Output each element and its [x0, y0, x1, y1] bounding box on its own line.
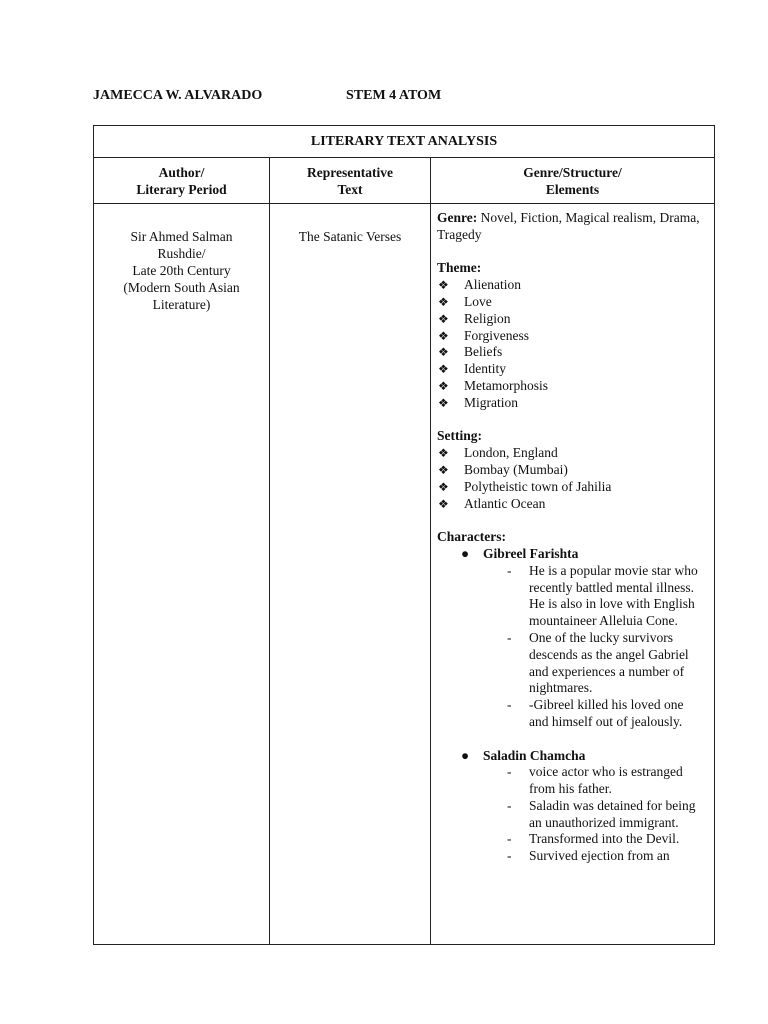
diamond-bullet-icon: ❖	[438, 294, 449, 309]
representative-text: The Satanic Verses	[298, 229, 402, 244]
document-header	[93, 88, 442, 104]
list-item: ❖ Beliefs	[438, 344, 503, 360]
diamond-bullet-icon: ❖	[438, 311, 449, 326]
list-item: ❖ Love	[438, 293, 492, 309]
diamond-bullet-icon: ❖	[438, 278, 449, 293]
character-name: ● Saladin Chamcha	[461, 747, 586, 763]
genre-label: Genre:	[437, 210, 478, 225]
genre-cell	[431, 204, 715, 945]
author-line: Literature)	[152, 297, 211, 312]
circle-bullet-icon: ●	[461, 545, 470, 561]
column-header-text	[270, 158, 431, 204]
diamond-bullet-icon: ❖	[438, 395, 449, 410]
column-header-line: Author/	[158, 164, 205, 180]
list-item: - Saladin was detained for being an unauthorized immigrant.	[507, 797, 696, 830]
list-item: ❖ Religion	[438, 310, 511, 326]
character-points	[437, 563, 708, 731]
setting-label: Setting:	[437, 428, 482, 444]
table-title: LITERARY TEXT ANALYSIS	[94, 126, 715, 158]
column-header-author	[94, 158, 270, 204]
characters-label: Characters:	[437, 529, 506, 545]
list-item: - He is a popular movie star who recently battled mental illness. He is also in love with English mountaineer Alleluia Cone.	[507, 562, 698, 629]
character-points	[437, 764, 708, 865]
column-header-line: Elements	[545, 181, 600, 197]
diamond-bullet-icon: ❖	[438, 496, 449, 511]
column-header-line: Text	[337, 181, 363, 197]
list-item: ❖ Metamorphosis	[438, 377, 548, 393]
diamond-bullet-icon: ❖	[438, 378, 449, 393]
list-item: ❖ Bombay (Mumbai)	[438, 461, 568, 477]
list-item: ❖ Atlantic Ocean	[438, 495, 546, 511]
list-item: - Survived ejection from an	[507, 848, 670, 864]
diamond-bullet-icon: ❖	[438, 446, 449, 461]
diamond-bullet-icon: ❖	[438, 462, 449, 477]
character-name: ● Gibreel Farishta	[461, 545, 579, 561]
setting-list	[437, 445, 708, 512]
column-header-line: Representative	[307, 164, 393, 180]
theme-label: Theme:	[437, 260, 482, 276]
column-header-line: Genre/Structure/	[523, 164, 622, 180]
theme-list	[437, 277, 708, 411]
author-line: Sir Ahmed Salman	[130, 229, 233, 244]
author-line: (Modern South Asian	[123, 280, 240, 295]
list-item: - voice actor who is estranged from his father.	[507, 764, 683, 797]
diamond-bullet-icon: ❖	[438, 345, 449, 360]
diamond-bullet-icon: ❖	[438, 328, 449, 343]
author-line: Rushdie/	[157, 246, 206, 261]
list-item: ❖ Migration	[438, 394, 518, 410]
genre-value: Novel, Fiction, Magical realism, Drama, Tragedy	[437, 210, 700, 242]
author-line: Late 20th Century	[132, 263, 231, 278]
analysis-table	[93, 125, 715, 945]
student-name: JAMECCA W. ALVARADO	[93, 88, 263, 103]
list-item: ❖ Polytheistic town of Jahilia	[438, 478, 612, 494]
section-name: STEM 4 ATOM	[346, 88, 442, 103]
list-item: - Transformed into the Devil.	[507, 831, 680, 847]
author-cell	[94, 204, 270, 945]
list-item: ❖ London, England	[438, 445, 558, 461]
column-header-line: Literary Period	[136, 181, 227, 197]
circle-bullet-icon: ●	[461, 747, 470, 763]
list-item: ❖ Identity	[438, 361, 506, 377]
column-header-genre	[431, 158, 715, 204]
diamond-bullet-icon: ❖	[438, 362, 449, 377]
list-item: ❖ Alienation	[438, 277, 521, 293]
list-item: - -Gibreel killed his loved one and himself out of jealously.	[507, 697, 684, 729]
list-item: - One of the lucky survivors descends as the angel Gabriel and experiences a number of nightmares.	[507, 629, 689, 696]
representative-text-cell	[270, 204, 431, 945]
diamond-bullet-icon: ❖	[438, 479, 449, 494]
genre-line	[437, 210, 708, 244]
list-item: ❖ Forgiveness	[438, 327, 530, 343]
